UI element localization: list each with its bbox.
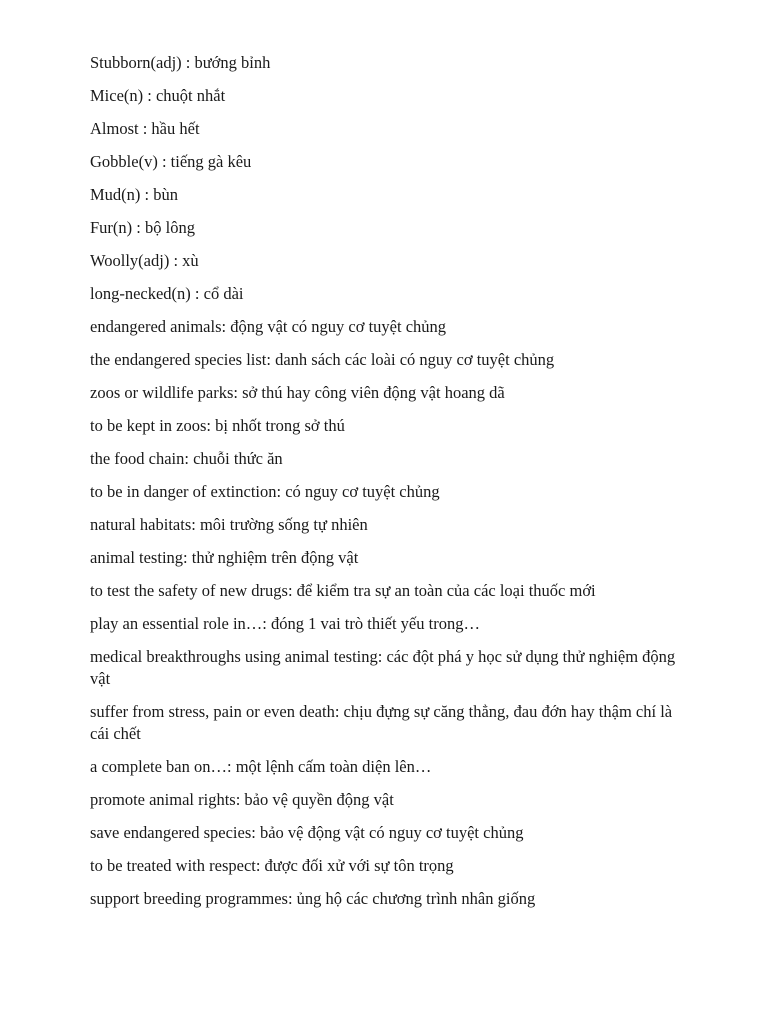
vocab-entry: to be kept in zoos: bị nhốt trong sở thú: [90, 416, 345, 435]
vocab-entry: endangered animals: động vật có nguy cơ tuyệt chủng: [90, 317, 447, 336]
vocab-entry: Almost : hầu hết: [90, 119, 200, 138]
vocab-entry: suffer from stress, pain or even death: chịu đựng sự căng thẳng, đau đớn hay thậm chí là cái chết: [90, 702, 673, 743]
vocab-entry: play an essential role in…: đóng 1 vai trò thiết yếu trong…: [90, 614, 480, 633]
vocab-entry: Mud(n) : bùn: [90, 185, 178, 204]
vocab-entry: to be in danger of extinction: có nguy cơ tuyệt chủng: [90, 482, 440, 501]
vocab-entry: Woolly(adj) : xù: [90, 251, 199, 270]
vocabulary-list: [90, 52, 690, 921]
vocab-entry: save endangered species: bảo vệ động vật có nguy cơ tuyệt chủng: [90, 823, 524, 842]
vocab-entry: natural habitats: môi trường sống tự nhiên: [90, 515, 368, 534]
vocab-entry: long-necked(n) : cổ dài: [90, 284, 244, 303]
vocab-entry: zoos or wildlife parks: sở thú hay công viên động vật hoang dã: [90, 383, 505, 402]
vocab-entry: the food chain: chuỗi thức ăn: [90, 449, 283, 468]
vocab-entry: Mice(n) : chuột nhắt: [90, 86, 226, 105]
vocab-entry: a complete ban on…: một lệnh cấm toàn diện lên…: [90, 757, 432, 776]
vocab-entry: medical breakthroughs using animal testing: các đột phá y học sử dụng thử nghiệm động vật: [90, 647, 676, 688]
vocab-entry: support breeding programmes: ủng hộ các chương trình nhân giống: [90, 889, 536, 908]
vocab-entry: the endangered species list: danh sách các loài có nguy cơ tuyệt chủng: [90, 350, 555, 369]
vocab-entry: to be treated with respect: được đối xử với sự tôn trọng: [90, 856, 454, 875]
vocab-entry: animal testing: thử nghiệm trên động vật: [90, 548, 359, 567]
vocab-entry: Fur(n) : bộ lông: [90, 218, 195, 237]
vocab-entry: promote animal rights: bảo vệ quyền động vật: [90, 790, 394, 809]
vocab-entry: Stubborn(adj) : bướng bỉnh: [90, 53, 271, 72]
vocab-entry: Gobble(v) : tiếng gà kêu: [90, 152, 252, 171]
vocab-entry: to test the safety of new drugs: để kiểm tra sự an toàn của các loại thuốc mới: [90, 581, 596, 600]
